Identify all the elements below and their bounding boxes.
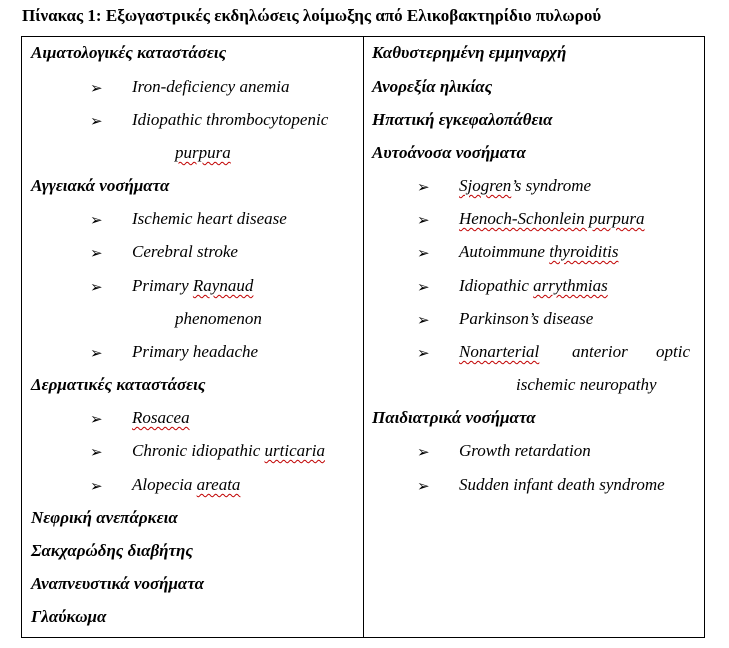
bullet-arrow-icon: ➢ bbox=[90, 246, 103, 262]
bullet-arrow-icon: ➢ bbox=[90, 346, 103, 362]
list-item-text: Idiopathic bbox=[459, 276, 534, 295]
heading-pediatric: Παιδιατρικά νοσήματα bbox=[372, 408, 536, 427]
list-item: Iron-deficiency anemia bbox=[132, 77, 290, 96]
list-item-text: Raynaud bbox=[192, 276, 254, 295]
manifestations-table bbox=[21, 36, 705, 638]
heading-menarche: Καθυστερημένη εμμηναρχή bbox=[372, 43, 567, 62]
bullet-arrow-icon: ➢ bbox=[90, 479, 103, 495]
list-item-text: urticaria bbox=[264, 441, 325, 460]
list-item-text: Alopecia bbox=[132, 475, 197, 494]
bullet-arrow-icon: ➢ bbox=[417, 246, 430, 262]
list-item-text: thyroiditis bbox=[549, 242, 619, 261]
bullet-arrow-icon: ➢ bbox=[90, 213, 103, 229]
list-item: Growth retardation bbox=[459, 441, 591, 460]
heading-renal: Νεφρική ανεπάρκεια bbox=[31, 508, 178, 527]
heading-anorexia: Ανορεξία ηλικίας bbox=[372, 77, 493, 96]
heading-hepatic: Ηπατική εγκεφαλοπάθεια bbox=[372, 110, 553, 129]
list-item-text: arrythmias bbox=[533, 276, 608, 295]
bullet-arrow-icon: ➢ bbox=[417, 213, 430, 229]
bullet-arrow-icon: ➢ bbox=[417, 313, 430, 329]
list-item: Ischemic heart disease bbox=[132, 209, 287, 228]
list-item-text: Primary bbox=[132, 276, 193, 295]
list-item-text: optic bbox=[656, 342, 690, 361]
list-item bbox=[132, 276, 253, 296]
bullet-arrow-icon: ➢ bbox=[417, 346, 430, 362]
list-item-continuation: phenomenon bbox=[175, 309, 262, 328]
list-item bbox=[132, 441, 325, 461]
list-item: Henoch-Schonlein purpura bbox=[459, 209, 645, 228]
list-item-text: ’s syndrome bbox=[511, 176, 592, 195]
list-item: Cerebral stroke bbox=[132, 242, 238, 261]
bullet-arrow-icon: ➢ bbox=[90, 445, 103, 461]
list-item bbox=[459, 242, 618, 262]
list-item-text: Sjogren bbox=[459, 176, 512, 195]
heading-dermatologic: Δερματικές καταστάσεις bbox=[31, 375, 206, 394]
list-item-text: Nonarterial bbox=[459, 342, 540, 361]
list-item-text: Chronic idiopathic bbox=[132, 441, 265, 460]
list-item: Rosacea bbox=[132, 408, 190, 427]
heading-hematologic: Αιματολογικές καταστάσεις bbox=[31, 43, 227, 62]
list-item-continuation: purpura bbox=[175, 143, 231, 162]
heading-vascular: Αγγειακά νοσήματα bbox=[31, 176, 170, 195]
list-item: Idiopathic thrombocytopenic bbox=[132, 110, 329, 129]
list-item-text: areata bbox=[196, 475, 241, 494]
list-item: Sudden infant death syndrome bbox=[459, 475, 665, 494]
list-item-text: anterior bbox=[572, 342, 628, 361]
column-divider bbox=[363, 37, 364, 637]
heading-autoimmune: Αυτοάνοσα νοσήματα bbox=[372, 143, 526, 162]
list-item: Primary headache bbox=[132, 342, 259, 361]
list-item bbox=[459, 176, 591, 196]
bullet-arrow-icon: ➢ bbox=[90, 412, 103, 428]
list-item bbox=[459, 276, 608, 296]
heading-diabetes: Σακχαρώδης διαβήτης bbox=[31, 541, 193, 560]
heading-glaucoma: Γλαύκωμα bbox=[31, 607, 107, 626]
heading-respiratory: Αναπνευστικά νοσήματα bbox=[31, 574, 205, 593]
table-caption: Πίνακας 1: Εξωγαστρικές εκδηλώσεις λοίμωξης από Ελικοβακτηρίδιο πυλωρού bbox=[22, 6, 602, 25]
list-item-continuation: ischemic neuropathy bbox=[516, 375, 657, 394]
bullet-arrow-icon: ➢ bbox=[90, 81, 103, 97]
list-item-text: Autoimmune bbox=[459, 242, 550, 261]
bullet-arrow-icon: ➢ bbox=[417, 479, 430, 495]
list-item: Parkinson’s disease bbox=[459, 309, 594, 328]
bullet-arrow-icon: ➢ bbox=[90, 280, 103, 296]
bullet-arrow-icon: ➢ bbox=[417, 180, 430, 196]
bullet-arrow-icon: ➢ bbox=[90, 114, 103, 130]
list-item bbox=[132, 475, 240, 495]
bullet-arrow-icon: ➢ bbox=[417, 280, 430, 296]
bullet-arrow-icon: ➢ bbox=[417, 445, 430, 461]
